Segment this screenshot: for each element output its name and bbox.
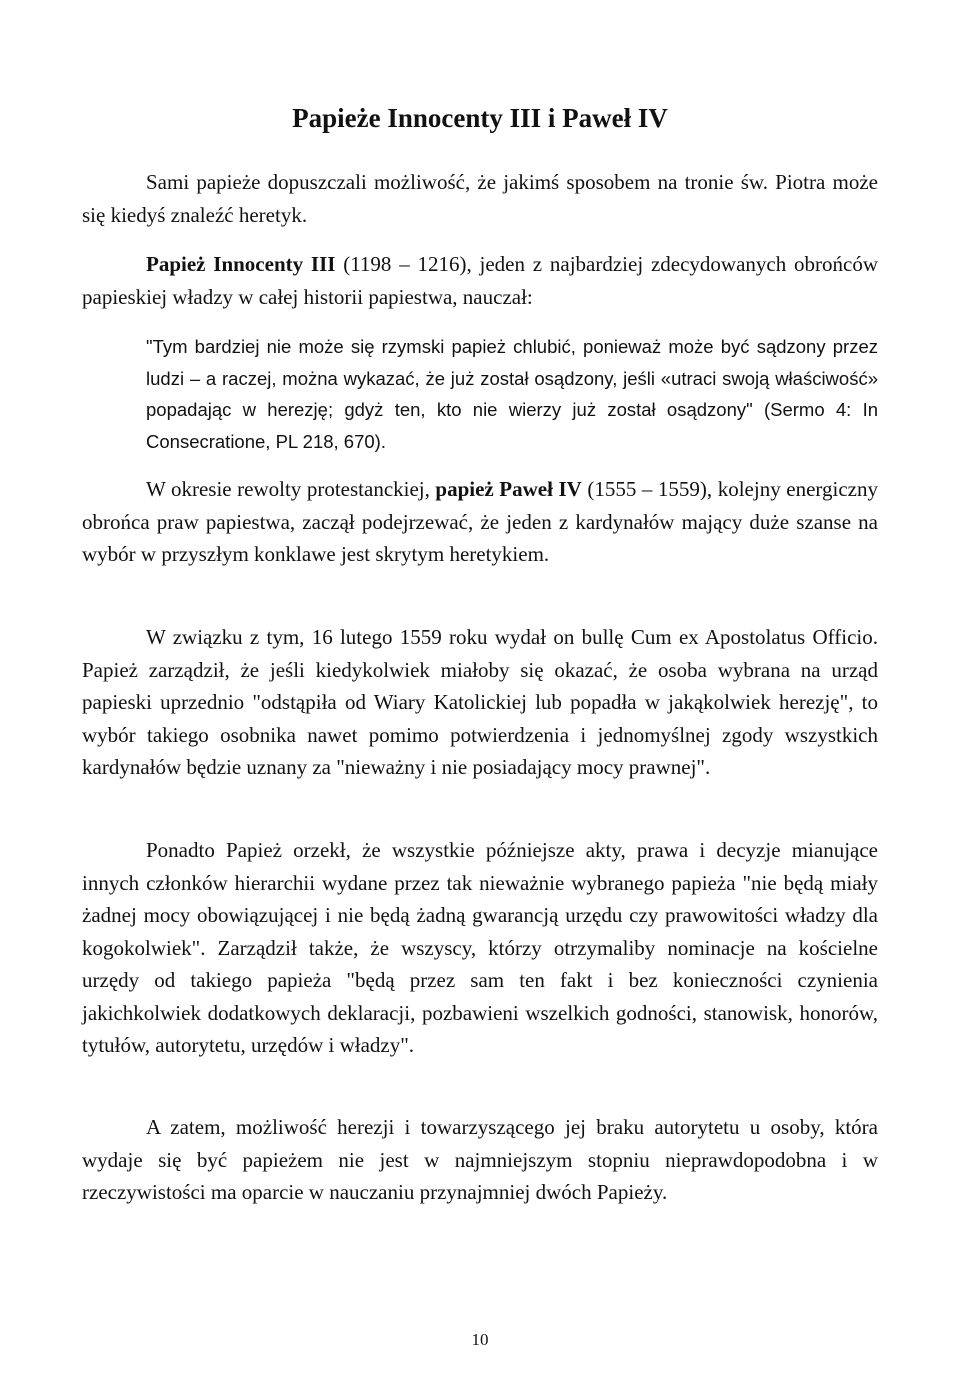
paragraph-decree: Ponadto Papież orzekł, że wszystkie późniejsze akty, prawa i decyzje mianujące innych członków hierarchii wydane przez tak nieważnie wybranego papieża "nie będą miały żadnej mocy obowiązującej i nie będą żadną gwarancją urzędu czy prawowitości władzy dla kogokolwiek". Zarządził także, że wszyscy, którzy otrzymaliby nominacje na kościelne urzędy od takiego papieża "będą przez sam ten fakt i bez konieczności czynienia jakichkolwiek dodatkowych deklaracji, pozbawieni wszelkich godności, stanowisk, honorów, tytułów, autorytetu, urzędów i władzy". [82,838,878,1057]
innocent-text: (1198 – 1216), jeden z najbardziej zdecydowanych obrońców papieskiej władzy w całej historii papiestwa, nauczał: [82,252,878,309]
innocent-name: Papież Innocenty III [146,252,336,276]
quote-block: "Tym bardziej nie może się rzymski papież chlubić, ponieważ może być sądzony przez ludzi – a raczej, można wykazać, że już został osądzony, jeśli «utraci swoją właściwość» popadając w herezję; gdyż ten, kto nie wierzy już został osądzony" (Sermo 4: In Consecratione, PL 218, 670). [146,336,878,452]
paul-lead: W okresie rewolty protestanckiej, [146,477,436,501]
paragraph-conclusion: A zatem, możliwość herezji i towarzyszącego jej braku autorytetu u osoby, która wydaje się być papieżem nie jest w najmniejszym stopniu nieprawdopodobna i w rzeczywistości ma oparcie w nauczaniu przynajmniej dwóch Papieży. [82,1115,878,1204]
paragraph-innocent [82,248,878,313]
page-title: Papieże Innocenty III i Paweł IV [292,103,668,133]
paragraph-paul [82,473,878,571]
paragraph-intro: Sami papieże dopuszczali możliwość, że jakimś sposobem na tronie św. Piotra może się kiedyś znaleźć heretyk. [82,170,878,227]
paragraph-bull: W związku z tym, 16 lutego 1559 roku wydał on bullę Cum ex Apostolatus Officio. Papież zarządził, że jeśli kiedykolwiek miałoby się okazać, że osoba wybrana na urząd papieski uprzednio "odstąpiła od Wiary Katolickiej lub popadła w jakąkolwiek herezję", to wybór takiego osobnika nawet pomimo potwierdzenia i jednomyślnej zgody wszystkich kardynałów będzie uznany za "nieważny i nie posiadający mocy prawnej". [82,625,878,779]
page-number: 10 [471,1330,489,1349]
paul-text: (1555 – 1559), kolejny energiczny obrońca praw papiestwa, zaczął podejrzewać, że jeden z kardynałów mający duże szanse na wybór w przyszłym konklawe jest skrytym heretykiem. [82,477,878,566]
paul-name: papież Paweł IV [435,477,582,501]
